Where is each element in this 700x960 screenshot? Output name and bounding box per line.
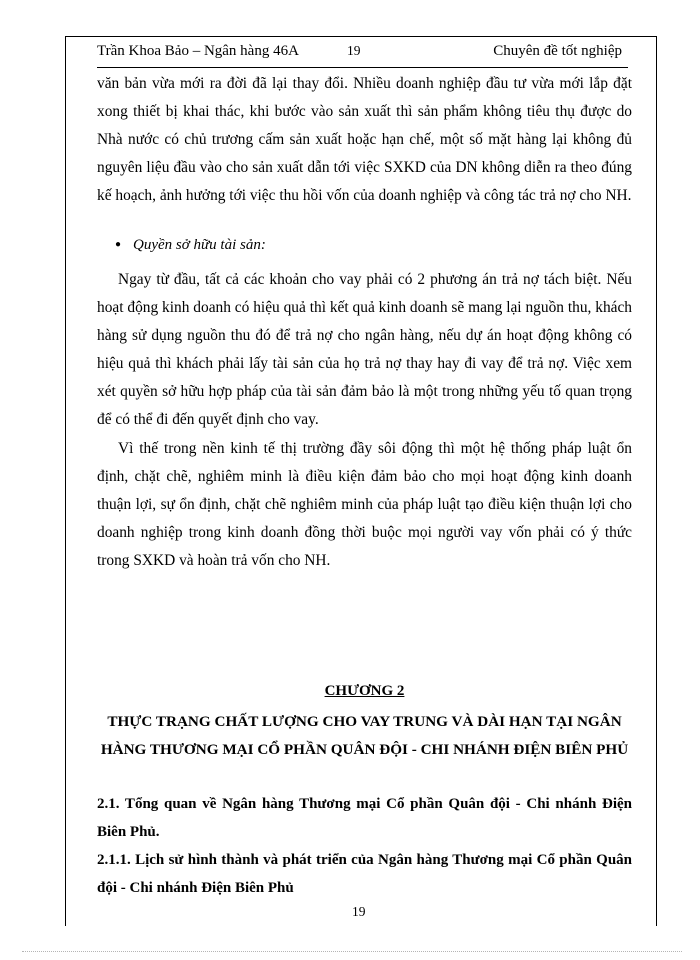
paragraph-3-text: Vì thế trong nền kinh tế thị trường đầy sôi động thì một hệ thống pháp luật ổn định, chặt chẽ, nghiêm minh là điều kiện đảm bảo cho mọi hoạt động kinh doanh thuận lợi, sự ổn định, chặt chẽ nghiêm minh của pháp luật tạo điều kiện thuận lợi cho doanh nghiệp trong kinh doanh đồng thời buộc mọi người vay vốn phải có ý thức trong SXKD và hoàn trả vốn cho NH. — [97, 440, 632, 569]
header-author: Trần Khoa Bảo – Ngân hàng 46A — [97, 43, 299, 59]
paragraph-3 — [97, 435, 632, 575]
chapter-title: THỰC TRẠNG CHẤT LƯỢNG CHO VAY TRUNG VÀ DÀI HẠN TẠI NGÂN HÀNG THƯƠNG MẠI CỔ PHẦN QUÂN ĐỘI - CHI NHÁNH ĐIỆN BIÊN PHỦ — [100, 713, 629, 758]
header-page-number: 19 — [347, 43, 361, 58]
page-bottom-edge — [22, 951, 682, 952]
header-doc-type: Chuyên đề tốt nghiệp — [493, 43, 622, 59]
paragraph-2-text: Ngay từ đầu, tất cả các khoản cho vay phải có 2 phương án trả nợ tách biệt. Nếu hoạt động kinh doanh có hiệu quả thì kết quả kinh doanh sẽ mang lại nguồn thu, khách hàng sử dụng nguồn thu đó để trả nợ cho ngân hàng, nếu dự án hoạt động không có hiệu quả thì khách phải lấy tài sản của họ trả nợ thay hay đi vay để trả nợ. Việc xem xét quyền sở hữu hợp pháp của tài sản đảm bảo là một trong những yếu tố quan trọng để có thể đi đến quyết định cho vay. — [97, 271, 632, 428]
paragraph-2 — [97, 266, 632, 434]
page-header — [97, 37, 622, 65]
section-heading-2-1-1: 2.1.1. Lịch sử hình thành và phát triển của Ngân hàng Thương mại Cổ phần Quân đội - Chi nhánh Điện Biên Phủ — [97, 852, 632, 896]
chapter-label: CHƯƠNG 2 — [324, 683, 405, 699]
paragraph-1-text: văn bản vừa mới ra đời đã lại thay đổi. Nhiều doanh nghiệp đầu tư vừa mới lắp đặt xong thiết bị khai thác, khi bước vào sản xuất thì sản phẩm không tiêu thụ được do Nhà nước có chủ trương cấm sản xuất hoặc hạn chế, một số mặt hàng lại không đủ nguyên liệu đầu vào cho sản xuất dẫn tới việc SXKD của DN không diễn ra theo đúng kế hoạch, ảnh hưởng tới việc thu hồi vốn của doanh nghiệp và công tác trả nợ cho NH. — [97, 75, 632, 204]
page-border-right — [656, 36, 657, 926]
header-rule — [97, 67, 628, 68]
bullet-dot-icon: ● — [115, 239, 122, 250]
page-border-left — [65, 36, 66, 926]
paragraph-1 — [97, 70, 632, 210]
footer-page-number: 19 — [352, 904, 366, 919]
section-heading-2-1: 2.1. Tổng quan về Ngân hàng Thương mại Cổ phần Quân đội - Chi nhánh Điện Biên Phủ. — [97, 796, 632, 840]
bullet-text: Quyền sở hữu tài sản: — [133, 237, 266, 253]
bullet-item — [115, 237, 266, 254]
